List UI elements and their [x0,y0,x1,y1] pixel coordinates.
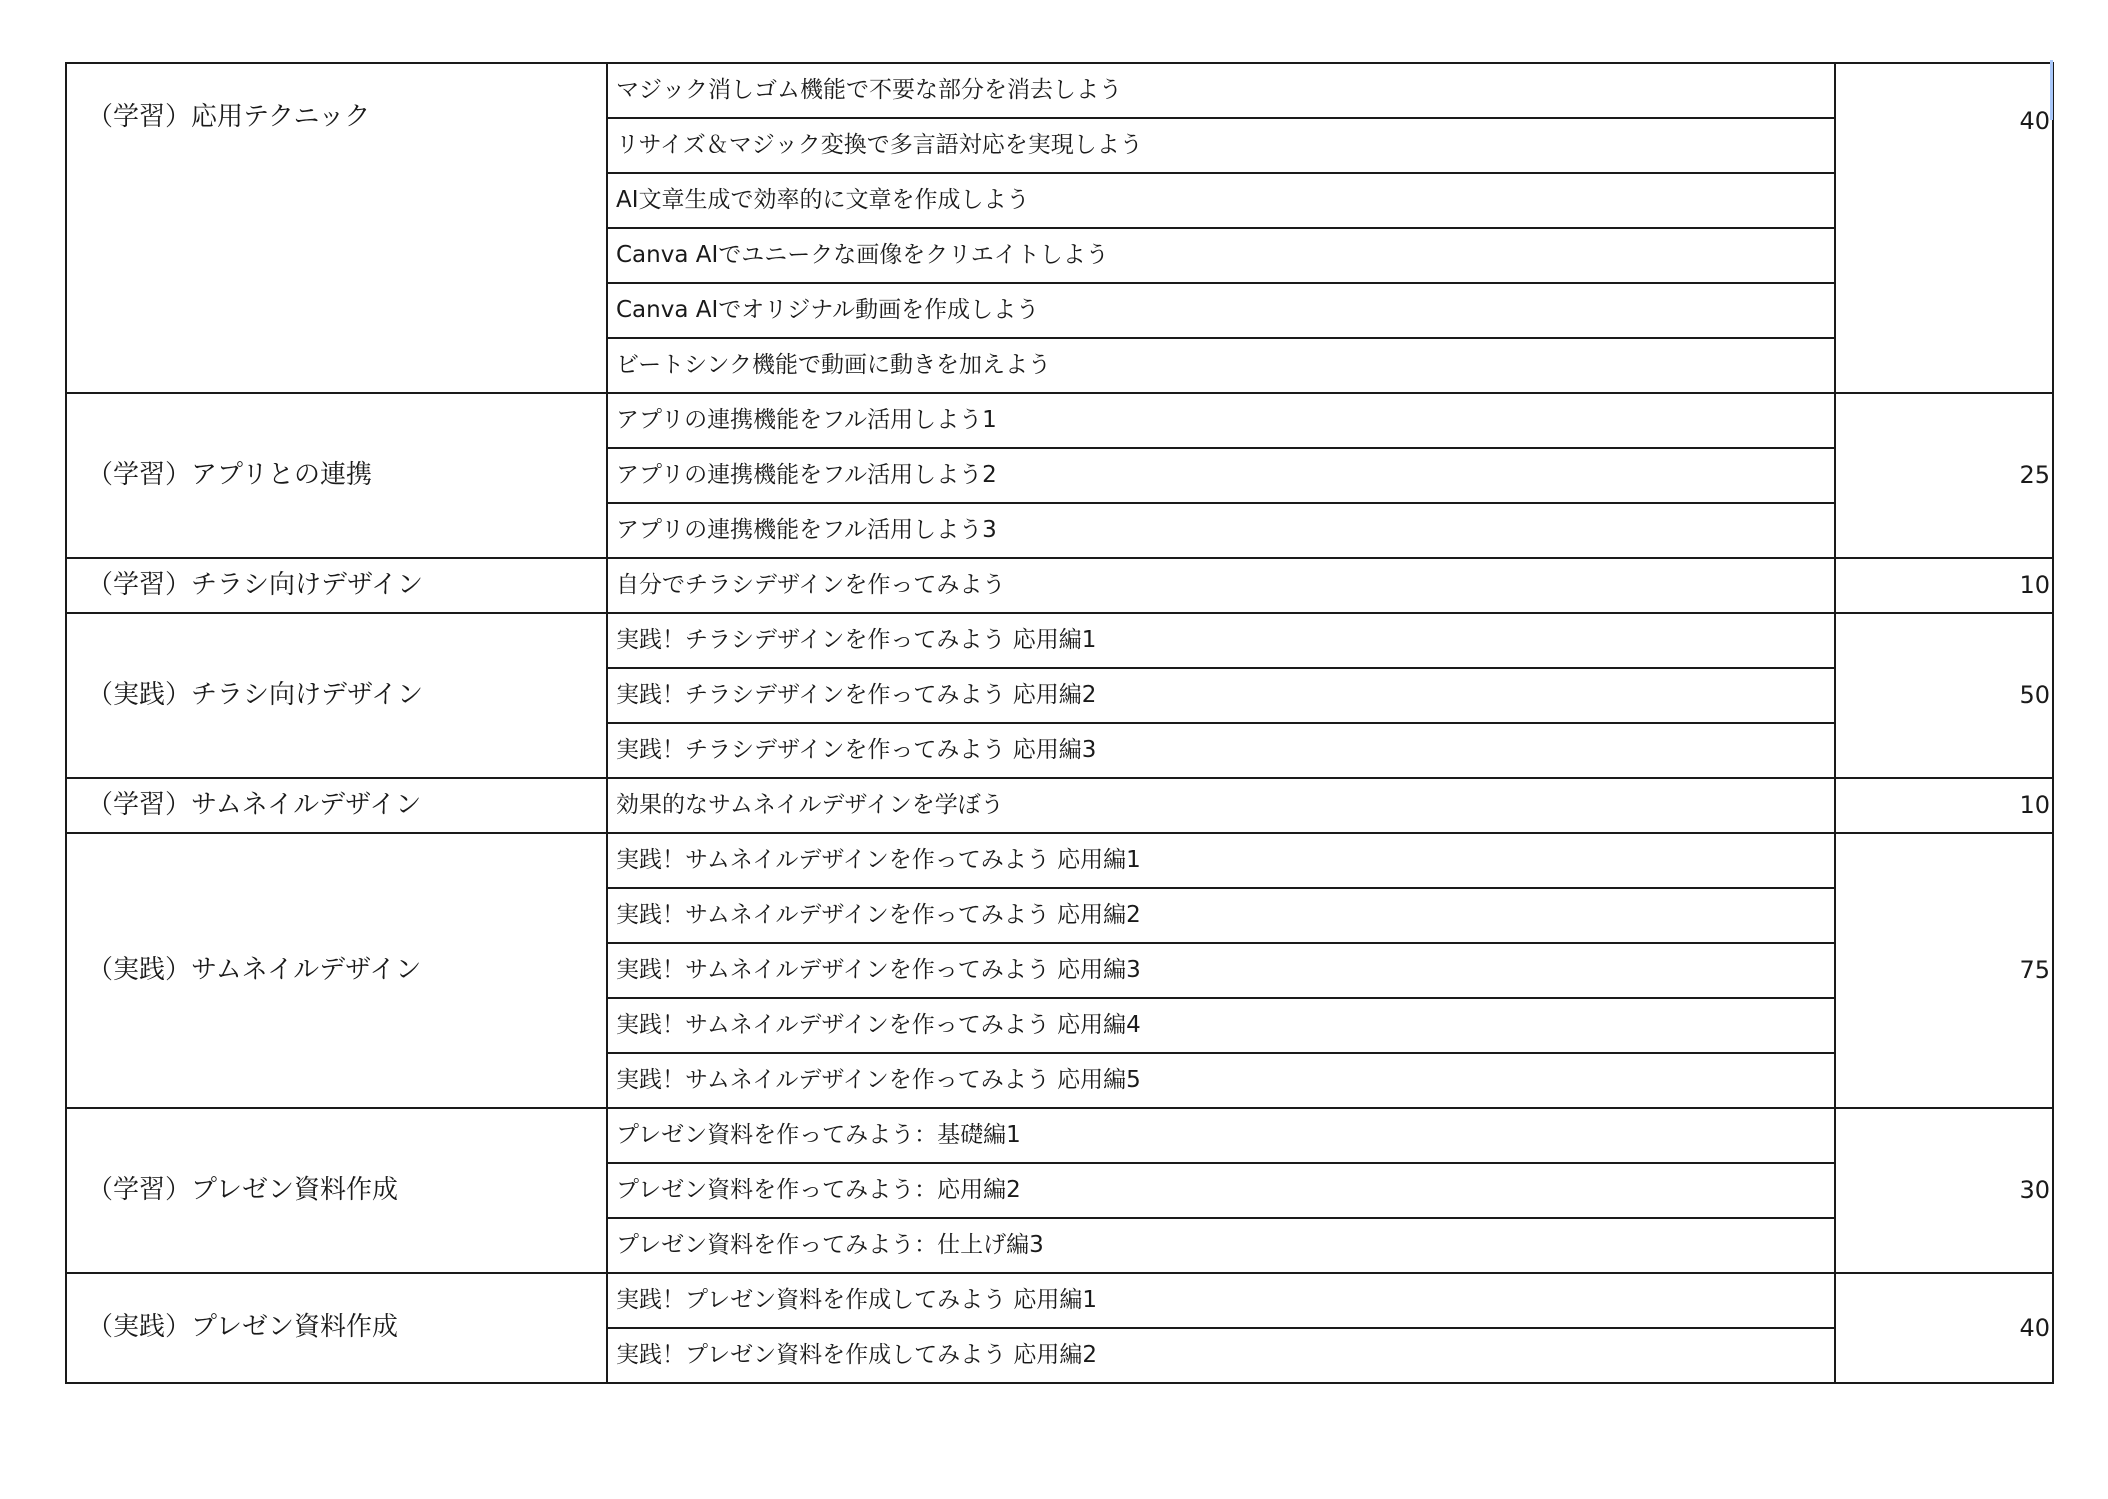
lesson-title-cell[interactable]: 効果的なサムネイルデザインを学ぼう [607,778,1835,833]
section-title-cell[interactable]: （実践）プレゼン資料作成 [66,1273,607,1383]
minutes-cell[interactable]: 75 [1835,833,2053,1108]
minutes-cell[interactable]: 30 [1835,1108,2053,1273]
lesson-title-cell[interactable]: 自分でチラシデザインを作ってみよう [607,558,1835,613]
minutes-cell[interactable]: 10 [1835,778,2053,833]
table-row [66,778,2053,833]
cell-selection-edge [2050,60,2053,120]
minutes-cell[interactable]: 10 [1835,558,2053,613]
lesson-title-cell[interactable]: マジック消しゴム機能で不要な部分を消去しよう [607,63,1835,118]
lesson-title-cell[interactable]: 実践！プレゼン資料を作成してみよう 応用編1 [607,1273,1835,1328]
lesson-title-cell[interactable]: Canva AIでユニークな画像をクリエイトしよう [607,228,1835,283]
lesson-title-cell[interactable]: プレゼン資料を作ってみよう：基礎編1 [607,1108,1835,1163]
lesson-title-cell[interactable]: Canva AIでオリジナル動画を作成しよう [607,283,1835,338]
table-row [66,613,2053,668]
section-title-cell[interactable]: （実践）チラシ向けデザイン [66,613,607,778]
lesson-title-cell[interactable]: 実践！サムネイルデザインを作ってみよう 応用編4 [607,998,1835,1053]
minutes-cell[interactable]: 25 [1835,393,2053,558]
curriculum-table-body [66,63,2053,1383]
minutes-cell[interactable]: 40 [1835,63,2053,393]
minutes-cell[interactable]: 40 [1835,1273,2053,1383]
lesson-title-cell[interactable]: 実践！チラシデザインを作ってみよう 応用編1 [607,613,1835,668]
section-title-cell[interactable]: （学習）チラシ向けデザイン [66,558,607,613]
lesson-title-cell[interactable]: プレゼン資料を作ってみよう：仕上げ編3 [607,1218,1835,1273]
table-row [66,1108,2053,1163]
lesson-title-cell[interactable]: AI文章生成で効率的に文章を作成しよう [607,173,1835,228]
lesson-title-cell[interactable]: 実践！サムネイルデザインを作ってみよう 応用編2 [607,888,1835,943]
lesson-title-cell[interactable]: ビートシンク機能で動画に動きを加えよう [607,338,1835,393]
table-row [66,558,2053,613]
minutes-cell[interactable]: 50 [1835,613,2053,778]
section-title-cell[interactable]: （実践）サムネイルデザイン [66,833,607,1108]
curriculum-table [65,62,2054,1384]
lesson-title-cell[interactable]: 実践！サムネイルデザインを作ってみよう 応用編3 [607,943,1835,998]
section-title-cell[interactable]: （学習）アプリとの連携 [66,393,607,558]
section-title-cell[interactable]: （学習）プレゼン資料作成 [66,1108,607,1273]
table-row [66,393,2053,448]
lesson-title-cell[interactable]: アプリの連携機能をフル活用しよう3 [607,503,1835,558]
lesson-title-cell[interactable]: 実践！サムネイルデザインを作ってみよう 応用編5 [607,1053,1835,1108]
lesson-title-cell[interactable]: 実践！チラシデザインを作ってみよう 応用編3 [607,723,1835,778]
lesson-title-cell[interactable]: アプリの連携機能をフル活用しよう2 [607,448,1835,503]
table-row [66,63,2053,118]
table-row [66,1273,2053,1328]
lesson-title-cell[interactable]: 実践！サムネイルデザインを作ってみよう 応用編1 [607,833,1835,888]
section-title-cell[interactable]: （学習）応用テクニック [66,63,607,393]
lesson-title-cell[interactable]: リサイズ＆マジック変換で多言語対応を実現しよう [607,118,1835,173]
lesson-title-cell[interactable]: 実践！プレゼン資料を作成してみよう 応用編2 [607,1328,1835,1383]
lesson-title-cell[interactable]: 実践！チラシデザインを作ってみよう 応用編2 [607,668,1835,723]
lesson-title-cell[interactable]: アプリの連携機能をフル活用しよう1 [607,393,1835,448]
table-row [66,833,2053,888]
lesson-title-cell[interactable]: プレゼン資料を作ってみよう：応用編2 [607,1163,1835,1218]
section-title-cell[interactable]: （学習）サムネイルデザイン [66,778,607,833]
